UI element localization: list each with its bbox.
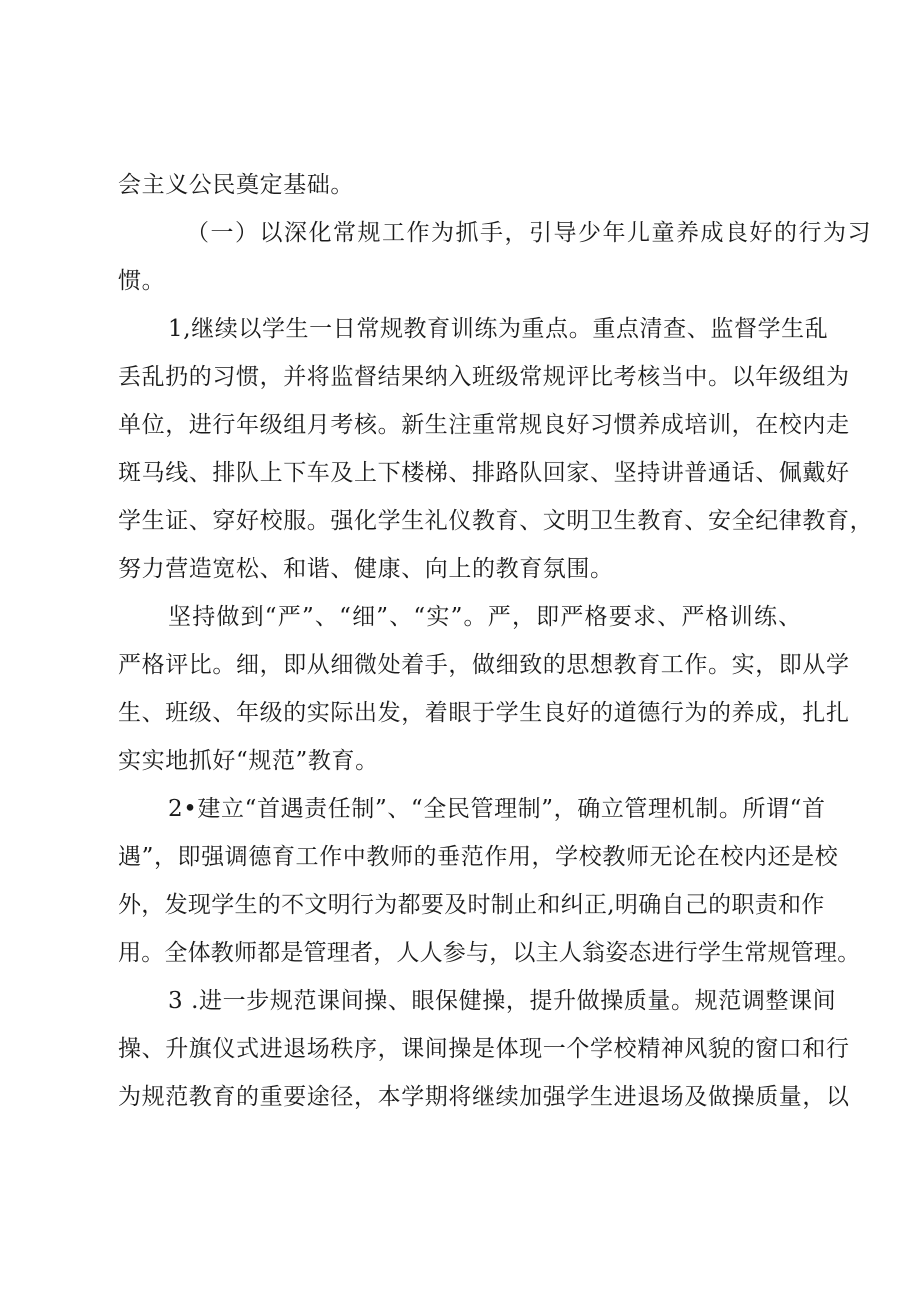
text-line: 生、班级、年级的实际出发，着眼于学生良好的道德行为的养成，扎扎 [118,700,850,726]
text-line: 外，发现学生的不文明行为都要及时制止和纠正,明确自己的职责和作 [118,892,825,918]
text-line: 坚持做到“严”、“细”、“实”。严，即严格要求、严格训练、 [168,604,803,630]
text-line: 惯。 [118,268,166,294]
text-line: 实实地抓好“规范”教育。 [118,748,379,774]
text-line: 操、升旗仪式进退场秩序，课间操是体现一个学校精神风貌的窗口和行 [118,1036,850,1062]
text-line: 丢乱扔的习惯，并将监督结果纳入班级常规评比考核当中。以年级组为 [118,364,850,390]
text-line: 遇”，即强调德育工作中教师的垂范作用，学校教师无论在校内还是校 [118,844,839,870]
text-line: 3 .进一步规范课间操、眼保健操，提升做操质量。规范调整课间 [168,988,837,1014]
text-line: （一）以深化常规工作为抓手，引导少年儿童养成良好的行为习 [186,220,872,246]
text-line: 1,继续以学生一日常规教育训练为重点。重点清查、监督学生乱 [168,316,829,342]
text-line: 学生证、穿好校服。强化学生礼仪教育、文明卫生教育、安全纪律教育， [118,508,874,534]
text-line: 严格评比。细，即从细微处着手，做细致的思想教育工作。实，即从学 [118,652,850,678]
text-line: 2•建立“首遇责任制”、“全民管理制”，确立管理机制。所谓“首 [168,796,826,822]
text-line: 单位，进行年级组月考核。新生注重常规良好习惯养成培训，在校内走 [118,412,850,438]
text-line: 用。全体教师都是管理者，人人参与，以主人翁姿态进行学生常规管理。 [118,940,861,966]
text-line: 斑马线、排队上下车及上下楼梯、排路队回家、坚持讲普通话、佩戴好 [118,460,850,486]
text-line: 为规范教育的重要途径，本学期将继续加强学生进退场及做操质量，以 [118,1084,850,1110]
text-line: 会主义公民奠定基础。 [118,172,354,198]
text-line: 努力营造宽松、和谐、健康、向上的教育氛围。 [118,556,614,582]
